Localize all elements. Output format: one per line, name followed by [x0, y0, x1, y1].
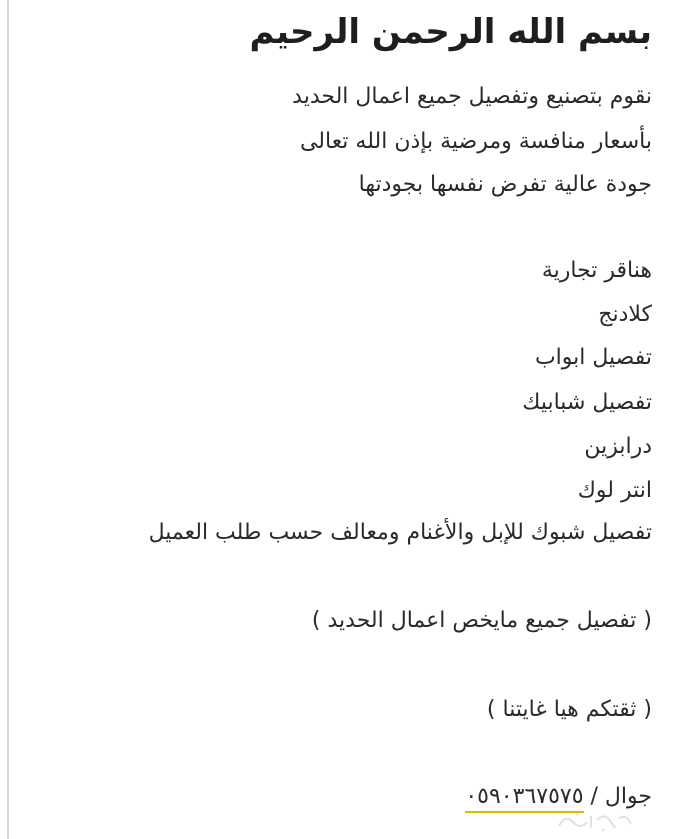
service-item: تفصيل شبوك للإبل والأغنام ومعالف حسب طلب العميل — [148, 520, 652, 545]
intro-line-2: بأسعار منافسة ومرضية بإذن الله تعالى — [299, 129, 652, 154]
service-item: تفصيل ابواب — [534, 345, 652, 370]
intro-line-3: جودة عالية تفرض نفسها بجودتها — [358, 172, 652, 197]
service-item: هناقر تجارية — [541, 258, 652, 283]
note-all-iron-works: ( تفصيل جميع مايخص اعمال الحديد ) — [311, 608, 652, 633]
phone-number-link[interactable]: ٠٥٩٠٣٦٧٥٧٥ — [465, 784, 583, 813]
phone-label: جوال / — [590, 784, 652, 809]
service-item: تفصيل شبابيك — [522, 390, 652, 415]
phone-row — [465, 784, 652, 809]
post-title: بسم الله الرحمن الرحيم — [249, 12, 652, 52]
haraj-logo-watermark-icon — [555, 808, 635, 834]
service-item: كلادنج — [598, 302, 652, 327]
left-border-line — [7, 0, 9, 839]
service-item: انتر لوك — [577, 478, 652, 503]
note-trust: ( ثقتكم هيا غايتنا ) — [486, 697, 652, 722]
service-item: درابزين — [584, 434, 652, 459]
intro-line-1: نقوم بتصنيع وتفصيل جميع اعمال الحديد — [292, 84, 652, 109]
